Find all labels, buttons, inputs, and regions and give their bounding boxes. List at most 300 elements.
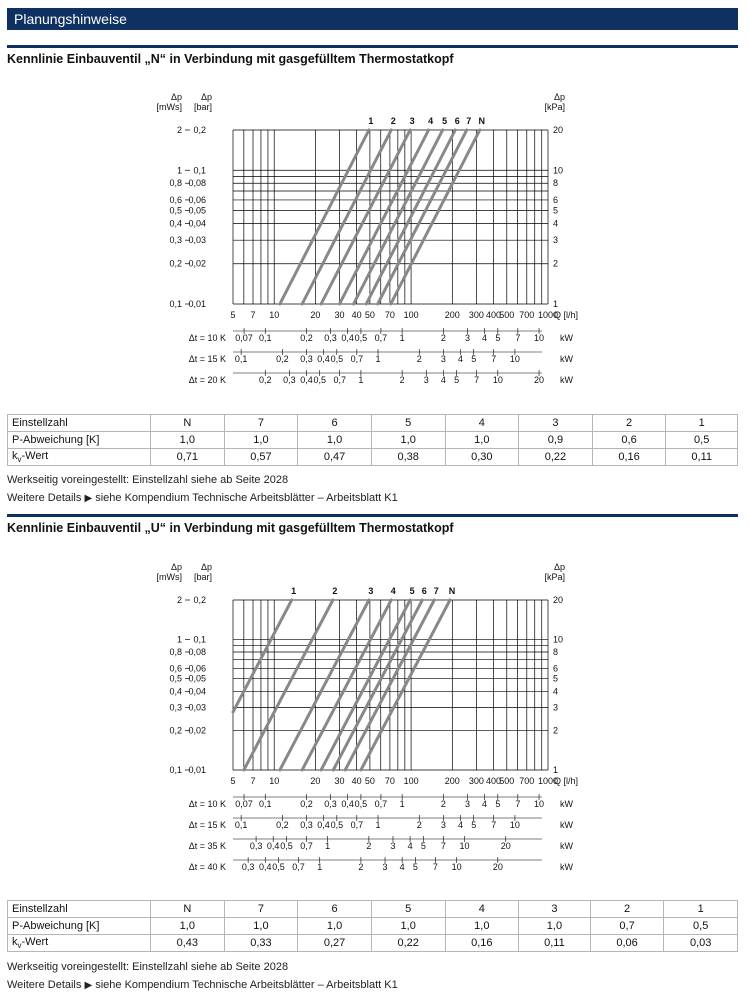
y-tick-label: 0,04 (188, 686, 206, 697)
x-axis-title: Q [l/h] (554, 776, 579, 786)
x-tick-label: 40 (351, 776, 362, 786)
x-tick-label: 100 (403, 776, 419, 786)
y-tick-label: 0,2 (169, 258, 182, 269)
power-tick-label: 5 (471, 354, 477, 364)
y-tick-label: 0,02 (188, 725, 206, 736)
x-tick-label: 300 (468, 776, 484, 786)
power-scale-label: Δt = 20 K (188, 375, 226, 385)
power-tick-label: 5 (495, 799, 501, 809)
axis-title: Δp (170, 92, 182, 102)
y-tick-label: 0,03 (188, 702, 206, 713)
axis-title: Δp (553, 92, 565, 102)
y-tick-label: 0,02 (188, 258, 206, 269)
y-tick-label: 5 (553, 673, 559, 684)
y-tick-label: 2 (553, 725, 559, 736)
curve-label: 6 (454, 116, 460, 126)
x-tick-label: 30 (334, 310, 345, 320)
table-cell: 4 (445, 415, 519, 432)
table-cell: 3 (519, 415, 593, 432)
table-cell: 0,11 (519, 935, 591, 952)
power-tick-label: 5 (420, 841, 426, 851)
y-tick-label: 0,2 (169, 725, 182, 736)
y-tick-label: 0,01 (188, 765, 206, 775)
power-tick-label: 7 (491, 820, 497, 830)
x-tick-label: 50 (364, 776, 375, 786)
table-cell: 1,0 (224, 432, 298, 449)
table-cell: 0,06 (590, 935, 664, 952)
table-cell: 1,0 (298, 432, 372, 449)
preset-note: Werkseitig voreingestellt: Einstellzahl siehe ab Seite 2028 (7, 961, 289, 973)
power-tick-label: 5 (412, 862, 418, 872)
table-row (8, 415, 738, 432)
curve-label: 4 (428, 116, 434, 126)
curve-label: 6 (421, 586, 427, 596)
y-tick-label: 0,3 (169, 235, 182, 246)
curve-N (391, 130, 480, 304)
y-tick-label: 3 (553, 235, 559, 246)
y-tick-label: 0,6 (169, 194, 182, 205)
power-tick-label: 0,7 (350, 820, 364, 830)
section-title: Kennlinie Einbauventil „U“ in Verbindung mit gasgefülltem Thermostatkopf (7, 521, 454, 535)
table-cell: 0,71 (151, 449, 225, 466)
power-unit: kW (560, 333, 573, 343)
y-tick-label: 2 (553, 258, 559, 269)
row-label: $k_v$-Wert (8, 449, 151, 466)
table-cell: 1 (664, 901, 738, 918)
power-tick-label: 0,5 (313, 375, 326, 385)
power-tick-label: 10 (509, 354, 520, 364)
x-tick-label: 20 (310, 776, 321, 786)
power-tick-label: 0,1 (258, 799, 272, 809)
power-tick-label: 0,7 (300, 841, 313, 851)
y-tick-label: 0,8 (169, 178, 182, 189)
power-tick-label: 1 (325, 841, 331, 851)
table-cell: 0,11 (666, 449, 738, 466)
x-tick-label: 100 (403, 310, 419, 320)
y-tick-label: 0,1 (193, 634, 206, 645)
y-tick-label: 0,5 (169, 205, 182, 216)
power-scale-label: Δt = 10 K (188, 799, 226, 809)
table-cell: 0,30 (445, 449, 519, 466)
power-scale-label: Δt = 10 K (188, 333, 226, 343)
power-tick-label: 0,4 (266, 841, 280, 851)
power-tick-label: 0,4 (317, 820, 330, 830)
table-cell: 0,5 (664, 918, 738, 935)
power-tick-label: 0,1 (258, 333, 272, 343)
y-tick-label: 0,2 (193, 125, 206, 135)
power-tick-label: 3 (440, 354, 446, 364)
curve-label: 7 (433, 586, 439, 596)
row-label: $k_v$-Wert (8, 935, 151, 952)
y-tick-label: 0,2 (193, 595, 206, 605)
curve-4 (340, 130, 429, 304)
power-tick-label: 0,5 (354, 333, 368, 343)
power-tick-label: 10 (509, 820, 520, 830)
x-tick-label: 400 (486, 310, 502, 320)
axis-title: Δp (200, 562, 212, 572)
y-tick-label: 0,08 (188, 646, 206, 657)
details-label: Weitere Details (7, 492, 82, 504)
y-tick-label: 20 (553, 595, 564, 605)
y-tick-label: 4 (553, 218, 559, 229)
details-label: Weitere Details (7, 979, 82, 991)
power-scale-label: Δt = 40 K (188, 862, 226, 872)
power-unit: kW (560, 375, 573, 385)
row-label: Einstellzahl (8, 415, 151, 432)
arrow-right-icon: ▶ (84, 980, 93, 991)
power-tick-label: 4 (457, 820, 463, 830)
table-cell: 1 (666, 415, 738, 432)
y-tick-label: 0,1 (169, 299, 182, 309)
power-tick-label: 5 (471, 820, 477, 830)
x-tick-label: 200 (444, 776, 460, 786)
x-tick-label: 5 (230, 776, 236, 786)
y-tick-label: 4 (553, 686, 559, 697)
table-cell: 0,47 (298, 449, 372, 466)
y-tick-label: 1 (553, 299, 559, 309)
row-label: P-Abweichung [K] (8, 432, 151, 449)
table-row (8, 432, 738, 449)
x-tick-label: 1000 (537, 310, 559, 320)
axis-title: [kPa] (544, 572, 565, 582)
table-cell: 1,0 (445, 432, 519, 449)
table-row (8, 449, 738, 466)
power-tick-label: 0,5 (272, 862, 285, 872)
curve-label: 5 (409, 586, 415, 596)
table-cell: 0,38 (371, 449, 445, 466)
section-title: Kennlinie Einbauventil „N“ in Verbindung mit gasgefülltem Thermostatkopf (7, 52, 454, 66)
x-axis-title: Q [l/h] (554, 310, 579, 320)
x-tick-label: 7 (250, 310, 256, 320)
table-cell: 0,7 (590, 918, 664, 935)
power-unit: kW (560, 799, 573, 809)
table-cell: N (151, 415, 225, 432)
y-tick-label: 0,03 (188, 235, 206, 246)
details-reference: siehe Kompendium Technische Arbeitsblätter – Arbeitsblatt K1 (95, 979, 398, 991)
details-reference: siehe Kompendium Technische Arbeitsblätter – Arbeitsblatt K1 (95, 492, 398, 504)
power-unit: kW (560, 820, 573, 830)
axis-title: [bar] (193, 102, 212, 112)
table-cell: 7 (224, 901, 298, 918)
power-scale-label: Δt = 35 K (188, 841, 226, 851)
table-cell: 0,16 (445, 935, 519, 952)
power-tick-label: 0,3 (300, 820, 313, 830)
power-tick-label: 4 (440, 375, 446, 385)
curve-label: 4 (390, 586, 396, 596)
y-tick-label: 8 (553, 178, 559, 189)
y-tick-label: 2 (176, 125, 182, 135)
x-tick-label: 5 (230, 310, 236, 320)
power-tick-label: 5 (454, 375, 460, 385)
power-tick-label: 0,7 (333, 375, 346, 385)
y-tick-label: 0,1 (169, 765, 182, 775)
x-tick-label: 30 (334, 776, 345, 786)
table-cell: 0,22 (371, 935, 445, 952)
spec-table-n (7, 414, 738, 466)
curve-label: 3 (368, 586, 374, 596)
y-tick-label: 0,08 (188, 178, 206, 189)
power-tick-label: 7 (491, 354, 497, 364)
y-tick-label: 6 (553, 194, 559, 205)
power-tick-label: 1 (399, 799, 405, 809)
power-tick-label: 0,07 (235, 333, 253, 343)
y-tick-label: 1 (176, 165, 182, 176)
power-tick-label: 1 (399, 333, 405, 343)
section-divider (7, 514, 738, 517)
power-tick-label: 7 (474, 375, 480, 385)
power-tick-label: 0,7 (350, 354, 364, 364)
table-row (8, 935, 738, 952)
y-tick-label: 8 (553, 646, 559, 657)
curve-6 (366, 130, 455, 304)
power-tick-label: 2 (399, 375, 405, 385)
y-tick-label: 5 (553, 205, 559, 216)
table-cell: 1,0 (519, 918, 591, 935)
x-tick-label: 50 (364, 310, 375, 320)
curve-5 (321, 600, 410, 770)
y-tick-label: 0,4 (169, 218, 182, 229)
table-cell: 5 (371, 901, 445, 918)
curve-label: 1 (291, 586, 297, 596)
power-tick-label: 10 (459, 841, 470, 851)
power-tick-label: 20 (492, 862, 503, 872)
power-tick-label: 2 (416, 820, 422, 830)
y-tick-label: 10 (553, 634, 564, 645)
x-tick-label: 700 (519, 310, 535, 320)
arrow-right-icon: ▶ (84, 493, 93, 504)
table-cell: 0,22 (519, 449, 593, 466)
power-tick-label: 0,7 (374, 333, 388, 343)
curve-label: 7 (466, 116, 472, 126)
table-cell: 0,33 (224, 935, 298, 952)
power-tick-label: 2 (440, 799, 446, 809)
y-tick-label: 1 (176, 634, 182, 645)
y-tick-label: 1 (553, 765, 559, 775)
power-tick-label: 2 (366, 841, 372, 851)
page-title: Planungshinweise (14, 11, 127, 27)
table-row (8, 918, 738, 935)
power-tick-label: 0,2 (276, 354, 289, 364)
curve-N (361, 600, 450, 770)
x-tick-label: 700 (519, 776, 535, 786)
table-cell: 1,0 (298, 918, 372, 935)
preset-note: Werkseitig voreingestellt: Einstellzahl siehe ab Seite 2028 (7, 474, 289, 486)
power-tick-label: 20 (534, 375, 545, 385)
table-cell: 0,27 (298, 935, 372, 952)
curve-label: 2 (332, 586, 338, 596)
axis-title: [mWs] (156, 572, 182, 582)
y-tick-label: 0,06 (188, 663, 206, 674)
table-cell: N (151, 901, 225, 918)
x-tick-label: 7 (250, 776, 256, 786)
power-tick-label: 0,2 (276, 820, 289, 830)
power-tick-label: 0,3 (249, 841, 263, 851)
table-row (8, 901, 738, 918)
power-tick-label: 0,4 (300, 375, 313, 385)
y-tick-label: 0,8 (169, 646, 182, 657)
y-tick-label: 0,6 (169, 663, 182, 674)
table-cell: 0,5 (666, 432, 738, 449)
table-cell: 0,43 (151, 935, 225, 952)
power-tick-label: 7 (515, 799, 521, 809)
power-scale-label: Δt = 15 K (188, 820, 226, 830)
spec-table-u (7, 900, 738, 952)
power-tick-label: 0,3 (300, 354, 313, 364)
power-tick-label: 1 (375, 354, 381, 364)
details-note (7, 979, 398, 991)
valve-chart-u (0, 548, 749, 903)
y-tick-label: 20 (553, 125, 564, 135)
power-tick-label: 5 (495, 333, 501, 343)
power-tick-label: 1 (317, 862, 323, 872)
y-tick-label: 0,04 (188, 218, 206, 229)
power-tick-label: 10 (534, 799, 545, 809)
table-cell: 2 (592, 415, 666, 432)
x-tick-label: 70 (384, 310, 395, 320)
power-unit: kW (560, 841, 573, 851)
table-cell: 2 (590, 901, 664, 918)
power-tick-label: 4 (399, 862, 405, 872)
power-tick-label: 0,2 (300, 333, 313, 343)
table-cell: 0,6 (592, 432, 666, 449)
y-tick-label: 0,4 (169, 686, 182, 697)
power-tick-label: 10 (492, 375, 503, 385)
power-tick-label: 0,7 (374, 799, 388, 809)
table-cell: 1,0 (151, 918, 225, 935)
row-label: P-Abweichung [K] (8, 918, 151, 935)
power-tick-label: 10 (451, 862, 462, 872)
axis-title: Δp (200, 92, 212, 102)
curve-2 (244, 600, 333, 770)
x-tick-label: 20 (310, 310, 321, 320)
x-tick-label: 500 (499, 776, 515, 786)
axis-title: [kPa] (544, 102, 565, 112)
power-tick-label: 0,3 (241, 862, 255, 872)
table-cell: 1,0 (445, 918, 519, 935)
x-tick-label: 1000 (537, 776, 559, 786)
power-tick-label: 0,4 (317, 354, 330, 364)
curve-label: 3 (409, 116, 415, 126)
x-tick-label: 70 (384, 776, 395, 786)
x-tick-label: 10 (269, 310, 280, 320)
power-tick-label: 0,1 (234, 820, 248, 830)
power-tick-label: 1 (358, 375, 364, 385)
power-tick-label: 7 (515, 333, 521, 343)
power-tick-label: 0,07 (235, 799, 253, 809)
curve-3 (280, 600, 369, 770)
curve-label: N (478, 116, 486, 126)
power-tick-label: 3 (382, 862, 388, 872)
curve-label: 2 (390, 116, 396, 126)
y-tick-label: 0,01 (188, 299, 206, 309)
section-divider (7, 45, 738, 48)
table-cell: 3 (519, 901, 591, 918)
y-tick-label: 3 (553, 702, 559, 713)
power-tick-label: 0,4 (258, 862, 272, 872)
valve-chart-n (0, 78, 749, 418)
power-tick-label: 3 (440, 820, 446, 830)
power-tick-label: 10 (534, 333, 545, 343)
power-tick-label: 0,3 (283, 375, 296, 385)
table-cell: 0,16 (592, 449, 666, 466)
x-tick-label: 10 (269, 776, 280, 786)
power-tick-label: 0,4 (341, 333, 354, 343)
power-tick-label: 0,4 (341, 799, 354, 809)
header-band (7, 8, 738, 30)
power-tick-label: 0,5 (280, 841, 293, 851)
power-tick-label: 0,3 (324, 333, 337, 343)
table-cell: 7 (224, 415, 298, 432)
table-cell: 0,03 (664, 935, 738, 952)
power-unit: kW (560, 862, 573, 872)
power-tick-label: 3 (390, 841, 396, 851)
power-tick-label: 0,2 (300, 799, 313, 809)
table-cell: 4 (445, 901, 519, 918)
axis-title: Δp (170, 562, 182, 572)
table-cell: 1,0 (371, 432, 445, 449)
table-cell: 1,0 (224, 918, 298, 935)
axis-title: [mWs] (156, 102, 182, 112)
y-tick-label: 0,1 (193, 165, 206, 176)
row-label: Einstellzahl (8, 901, 151, 918)
axis-title: [bar] (193, 572, 212, 582)
x-tick-label: 500 (499, 310, 515, 320)
y-tick-label: 0,05 (188, 673, 206, 684)
y-tick-label: 2 (176, 595, 182, 605)
power-tick-label: 0,5 (354, 799, 368, 809)
power-tick-label: 7 (432, 862, 438, 872)
x-tick-label: 200 (444, 310, 460, 320)
power-tick-label: 0,3 (324, 799, 337, 809)
table-cell: 0,57 (224, 449, 298, 466)
power-tick-label: 1 (375, 820, 381, 830)
power-scale-label: Δt = 15 K (188, 354, 226, 364)
power-tick-label: 3 (464, 799, 470, 809)
x-tick-label: 400 (486, 776, 502, 786)
power-tick-label: 0,5 (330, 820, 344, 830)
curve-label: 1 (368, 116, 374, 126)
curve-1 (280, 130, 369, 304)
curve-7 (378, 130, 467, 304)
power-tick-label: 4 (482, 799, 488, 809)
axis-title: Δp (553, 562, 565, 572)
table-cell: 5 (371, 415, 445, 432)
curve-label: N (448, 586, 456, 596)
power-tick-label: 0,2 (258, 375, 272, 385)
table-cell: 6 (298, 415, 372, 432)
x-tick-label: 40 (351, 310, 362, 320)
y-tick-label: 0,3 (169, 702, 182, 713)
y-tick-label: 0,05 (188, 205, 206, 216)
table-cell: 1,0 (151, 432, 225, 449)
power-tick-label: 0,1 (234, 354, 248, 364)
curve-label: 5 (442, 116, 448, 126)
power-tick-label: 4 (457, 354, 463, 364)
power-tick-label: 3 (423, 375, 429, 385)
power-unit: kW (560, 354, 573, 364)
table-cell: 6 (298, 901, 372, 918)
power-tick-label: 7 (440, 841, 446, 851)
power-tick-label: 4 (482, 333, 488, 343)
power-tick-label: 3 (464, 333, 470, 343)
y-tick-label: 0,5 (169, 673, 182, 684)
y-tick-label: 6 (553, 663, 559, 674)
y-tick-label: 10 (553, 165, 564, 176)
y-tick-label: 0,06 (188, 194, 206, 205)
power-tick-label: 2 (416, 354, 422, 364)
details-note (7, 492, 398, 504)
x-tick-label: 300 (468, 310, 484, 320)
